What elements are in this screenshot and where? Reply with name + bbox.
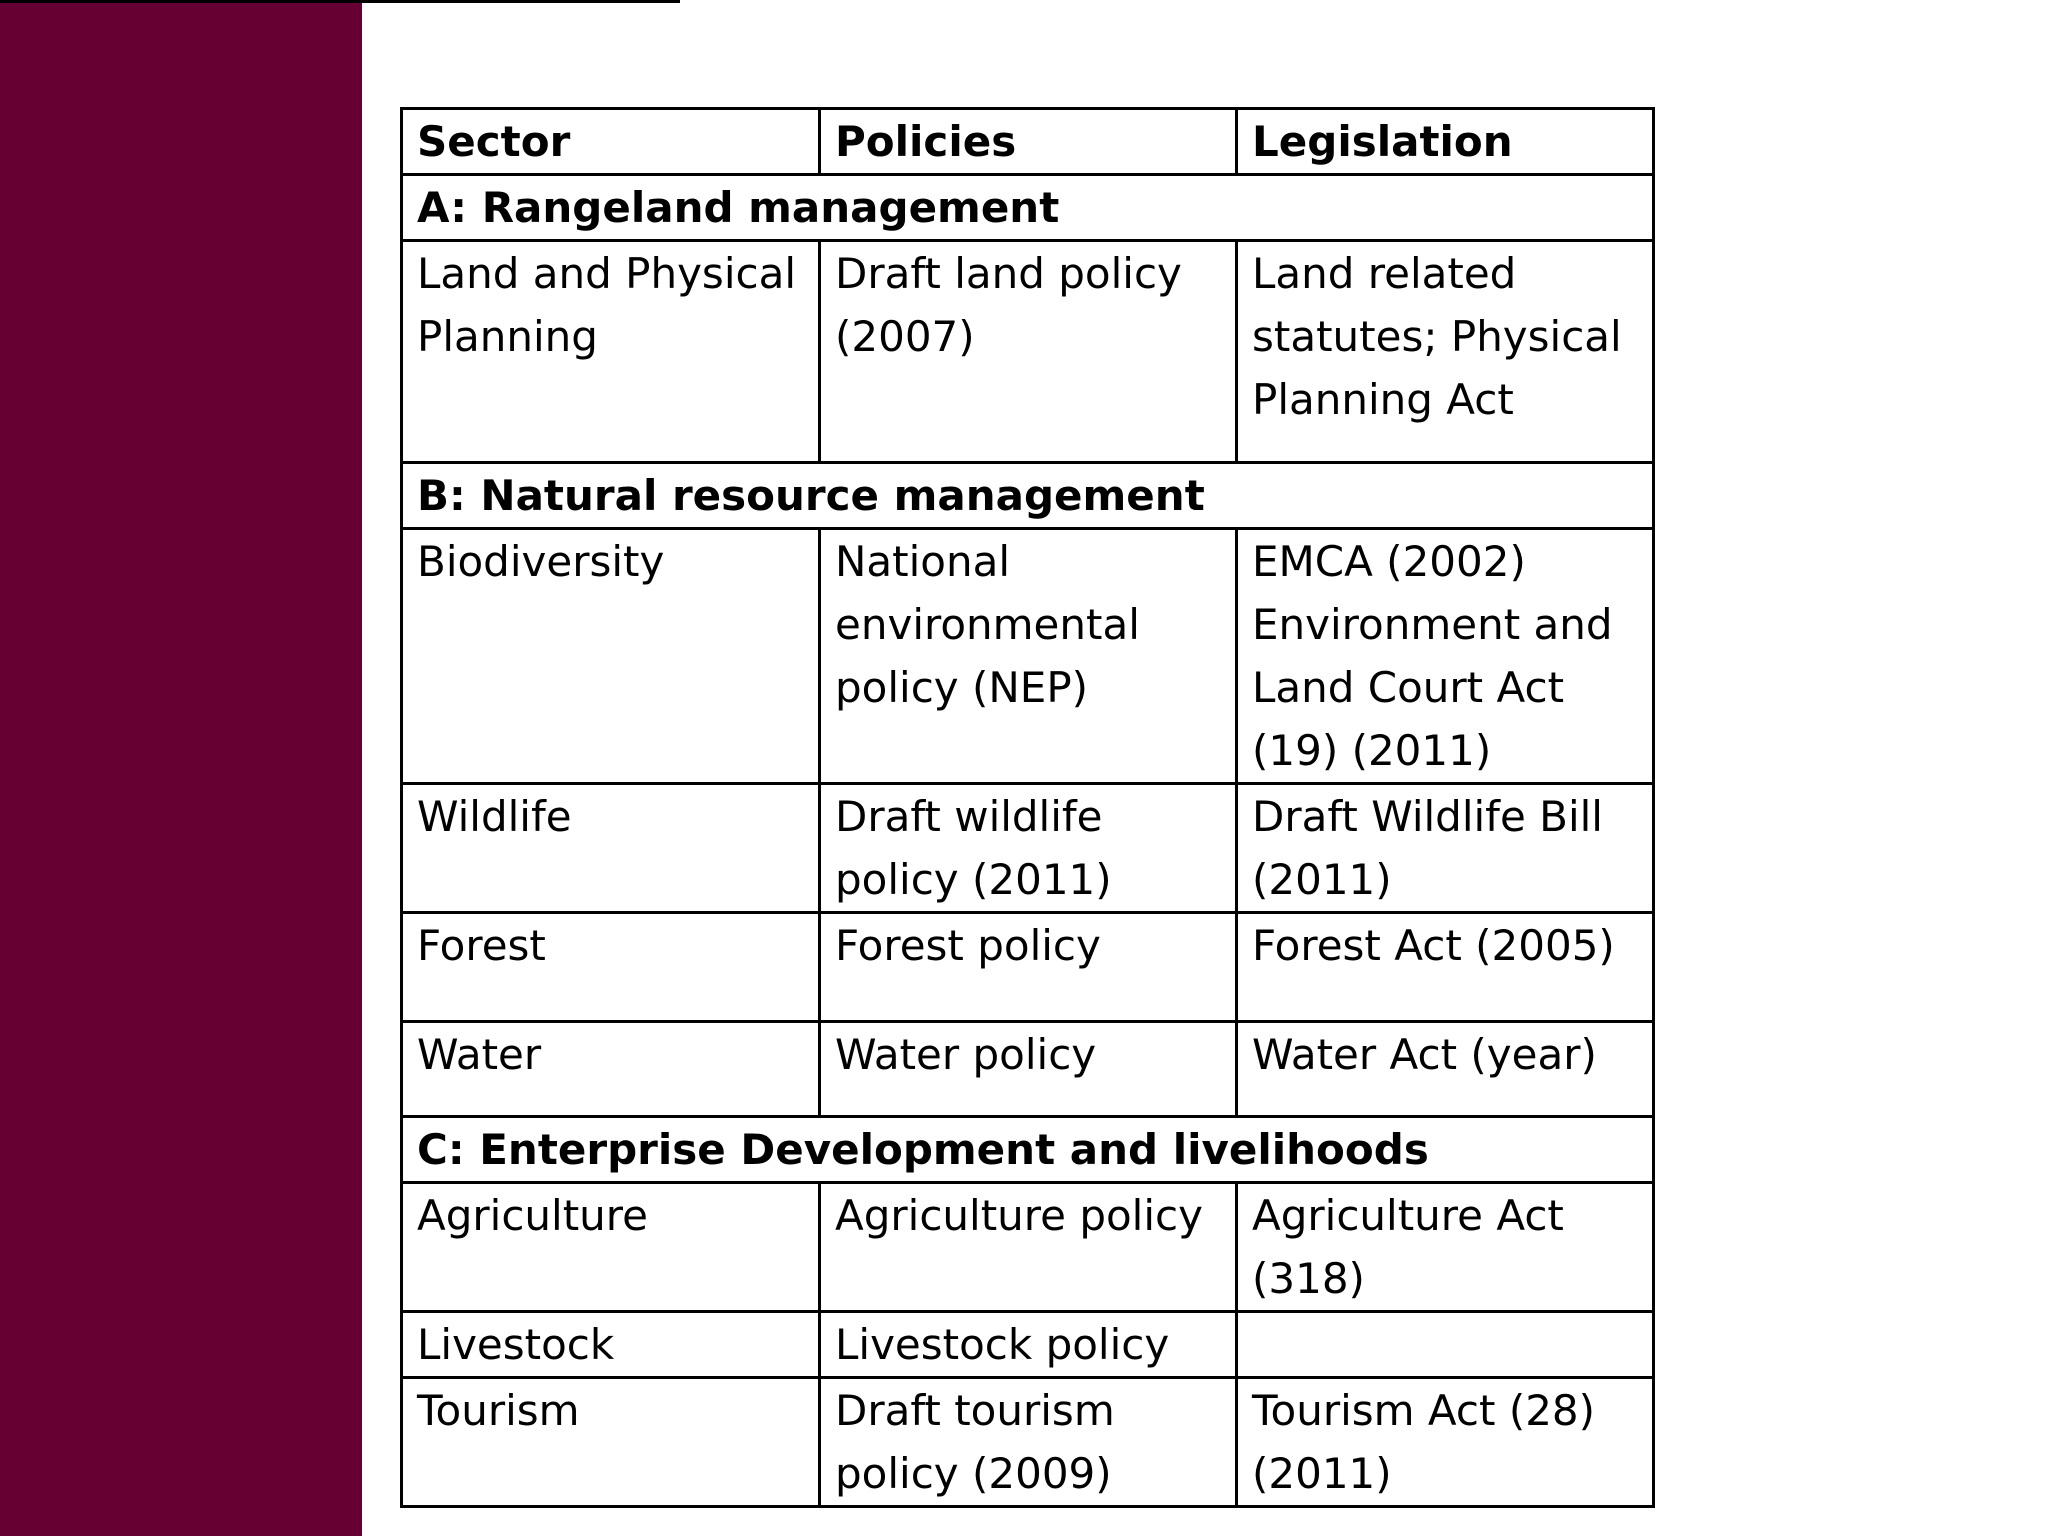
table-row <box>402 1022 1654 1117</box>
section-c-title: C: Enterprise Development and livelihoods <box>402 1117 1654 1183</box>
legislation-cell <box>1237 1312 1654 1378</box>
section-row <box>402 1117 1654 1183</box>
policies-cell: Draft tourism policy (2009) <box>820 1378 1237 1507</box>
table-row <box>402 784 1654 913</box>
legislation-cell: Draft Wildlife Bill (2011) <box>1237 784 1654 913</box>
sector-cell: Water <box>402 1022 820 1117</box>
table-row <box>402 241 1654 463</box>
sector-cell: Wildlife <box>402 784 820 913</box>
policies-cell: Draft wildlife policy (2011) <box>820 784 1237 913</box>
legislation-cell: Land related statutes; Physical Planning Act <box>1237 241 1654 463</box>
sector-cell: Land and Physical Planning <box>402 241 820 463</box>
header-policies: Policies <box>820 109 1237 175</box>
sector-cell: Biodiversity <box>402 529 820 784</box>
sector-cell: Livestock <box>402 1312 820 1378</box>
sector-cell: Agriculture <box>402 1183 820 1312</box>
table-row <box>402 1183 1654 1312</box>
top-rule <box>0 0 680 3</box>
policies-cell: Livestock policy <box>820 1312 1237 1378</box>
section-row <box>402 463 1654 529</box>
policies-cell: Draft land policy (2007) <box>820 241 1237 463</box>
legislation-cell: Tourism Act (28) (2011) <box>1237 1378 1654 1507</box>
policies-cell: Agriculture policy <box>820 1183 1237 1312</box>
table-row <box>402 1312 1654 1378</box>
section-row <box>402 175 1654 241</box>
table-row <box>402 529 1654 784</box>
legislation-cell: Agriculture Act (318) <box>1237 1183 1654 1312</box>
legislation-cell: Water Act (year) <box>1237 1022 1654 1117</box>
sidebar-panel <box>0 0 362 1536</box>
section-b-title: B: Natural resource management <box>402 463 1654 529</box>
header-row <box>402 109 1654 175</box>
table-row <box>402 1378 1654 1507</box>
policies-cell: Forest policy <box>820 913 1237 1022</box>
sector-cell: Forest <box>402 913 820 1022</box>
section-a-title: A: Rangeland management <box>402 175 1654 241</box>
sector-cell: Tourism <box>402 1378 820 1507</box>
policy-table <box>400 107 1655 1508</box>
header-legislation: Legislation <box>1237 109 1654 175</box>
legislation-cell: EMCA (2002) Environment and Land Court Act (19) (2011) <box>1237 529 1654 784</box>
table-row <box>402 913 1654 1022</box>
policies-cell: Water policy <box>820 1022 1237 1117</box>
legislation-cell: Forest Act (2005) <box>1237 913 1654 1022</box>
header-sector: Sector <box>402 109 820 175</box>
policies-cell: National environmental policy (NEP) <box>820 529 1237 784</box>
